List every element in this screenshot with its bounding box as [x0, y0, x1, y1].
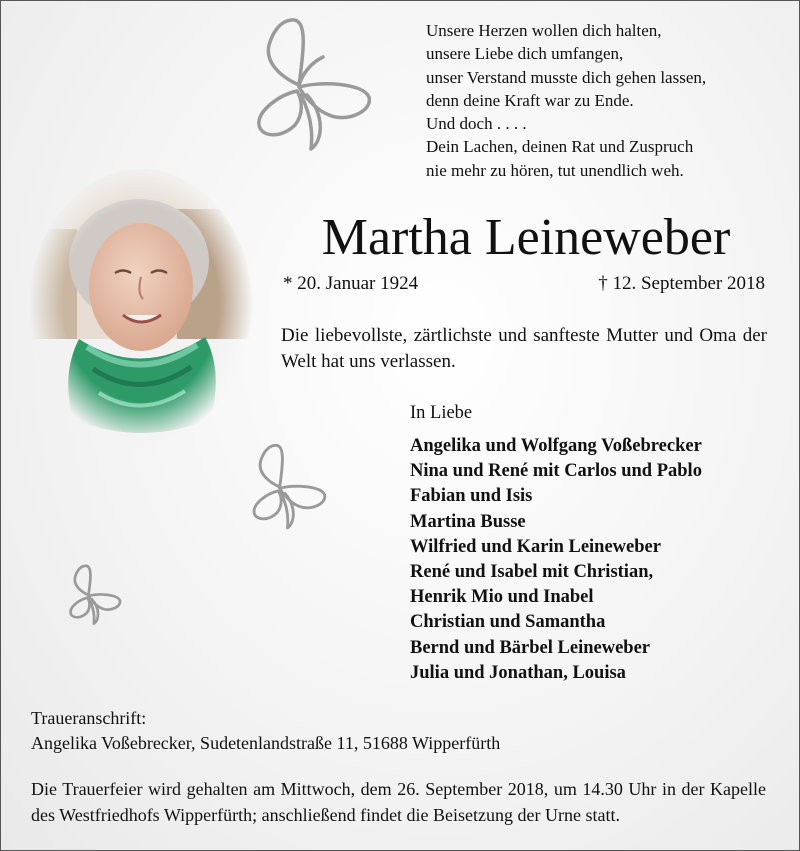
butterfly-small-icon	[67, 563, 123, 627]
mourner-name: Christian und Samantha	[410, 612, 606, 633]
address-label: Traueranschrift:	[31, 708, 147, 728]
poem-line: unser Verstand musste dich gehen lassen,	[426, 67, 707, 87]
mourner-name: Julia und Jonathan, Louisa	[410, 662, 626, 683]
poem-line: Dein Lachen, deinen Rat und Zuspruch	[426, 137, 694, 157]
mourner-name: René und Isabel mit Christian,	[410, 562, 654, 583]
mourning-address	[31, 706, 500, 756]
mourner-name: Bernd und Bärbel Leineweber	[410, 637, 650, 658]
portrait-photo	[27, 169, 255, 457]
butterfly-large-icon	[251, 15, 376, 155]
mourner-name: Nina und René mit Carlos und Pablo	[410, 461, 702, 482]
tribute-text: Die liebevollste, zärtlichste und sanfteste Mutter und Oma der Welt hat uns verlassen.	[281, 325, 767, 372]
poem-line: Und doch . . . .	[426, 114, 527, 134]
mourner-name: Martina Busse	[410, 511, 526, 532]
mourners-heading: In Liebe	[410, 403, 473, 423]
butterfly-medium-icon	[249, 441, 329, 533]
funeral-service-info: Die Trauerfeier wird gehalten am Mittwoch, dem 26. September 2018, um 14.30 Uhr in der Kapelle des Westfriedhofs Wipperfürth; anschließend findet die Beisetzung der Urne statt.	[31, 779, 766, 825]
mourner-name: Angelika und Wolfgang Voßebrecker	[410, 436, 702, 456]
deceased-name: Martha Leineweber	[321, 209, 731, 266]
poem-line: denn deine Kraft war zu Ende.	[426, 90, 634, 110]
mourner-name: Wilfried und Karin Leineweber	[410, 536, 661, 557]
mourners-list	[410, 434, 702, 686]
death-date: † 12. September 2018	[598, 273, 765, 294]
mourner-name: Fabian und Isis	[410, 486, 533, 507]
poem-line: unsere Liebe dich umfangen,	[426, 44, 624, 64]
address-line: Angelika Voßebrecker, Sudetenlandstraße 11, 51688 Wipperfürth	[31, 733, 501, 753]
poem-line: nie mehr zu hören, tut unendlich weh.	[426, 160, 684, 180]
poem-line: Unsere Herzen wollen dich halten,	[426, 21, 662, 40]
mourner-name: Henrik Mio und Inabel	[410, 587, 594, 608]
poem	[426, 19, 786, 182]
birth-date: * 20. Januar 1924	[283, 273, 419, 294]
